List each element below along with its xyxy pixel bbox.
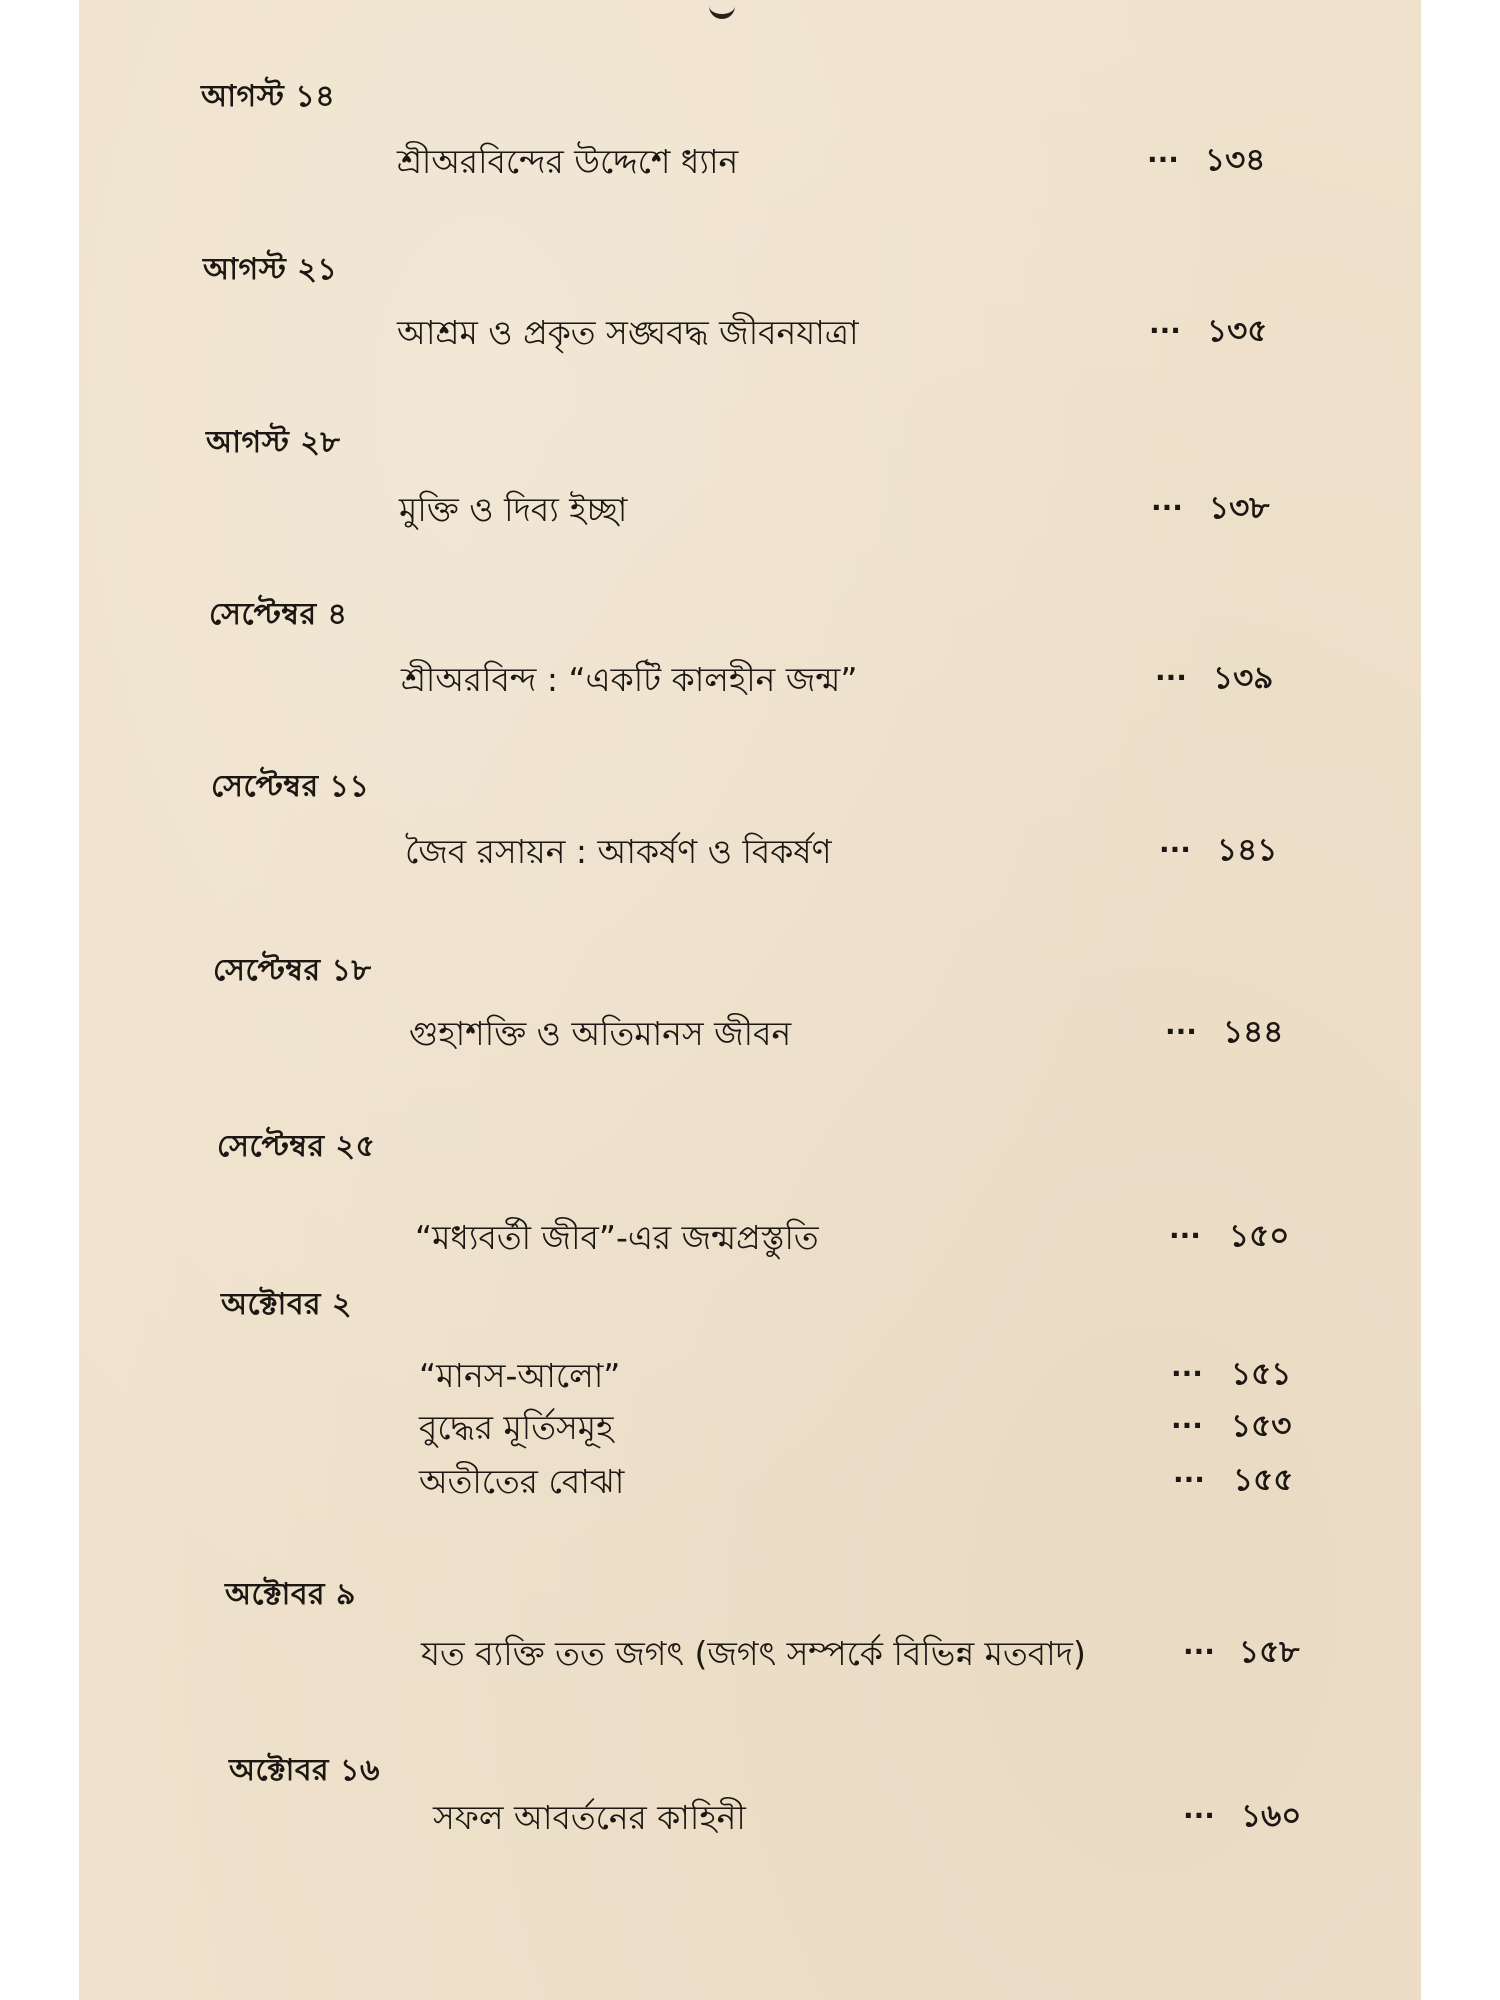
entry-title: শ্রীঅরবিন্দের উদ্দেশে ধ্যান — [397, 142, 739, 181]
page-number: ১৪৪ — [1223, 1014, 1284, 1050]
leader-dots: ... — [1149, 307, 1181, 340]
page-number: ১৫৮ — [1239, 1634, 1300, 1670]
section-date: আগস্ট ২১ — [203, 252, 338, 287]
toc-entry[interactable] — [79, 484, 1421, 528]
entry-title: বুদ্ধের মূর্তিসমূহ — [419, 1408, 614, 1447]
leader-dots: ... — [1151, 484, 1183, 517]
section-date: সেপ্টেম্বর ২৫ — [217, 1129, 376, 1164]
toc-entry[interactable] — [79, 1792, 1421, 1836]
page-number: ১৩৫ — [1207, 313, 1268, 349]
leader-dots: ... — [1155, 654, 1187, 687]
entry-title: শ্রীঅরবিন্দ : “একটি কালহীন জন্ম” — [401, 660, 858, 699]
section-date: অক্টোবর ১৬ — [229, 1753, 380, 1788]
section-date: সেপ্টেম্বর ৪ — [209, 597, 348, 632]
entry-title: জৈব রসায়ন : আকর্ষণ ও বিকর্ষণ — [405, 832, 832, 871]
toc-entry[interactable] — [79, 826, 1421, 870]
toc-entry[interactable] — [79, 654, 1421, 698]
toc-entry[interactable] — [79, 1628, 1421, 1672]
section-date: অক্টোবর ২ — [221, 1287, 352, 1322]
page-top-mark — [709, 0, 735, 19]
page-number: ১৫৫ — [1233, 1462, 1294, 1498]
toc-entry[interactable] — [79, 1212, 1421, 1256]
section-date: আগস্ট ২৮ — [206, 425, 341, 460]
toc-entry[interactable] — [79, 1456, 1421, 1500]
entry-title: যত ব্যক্তি তত জগৎ (জগৎ সম্পর্কে বিভিন্ন মতবাদ) — [421, 1634, 1086, 1673]
leader-dots: ... — [1159, 826, 1191, 859]
toc-entry[interactable] — [79, 136, 1421, 180]
leader-dots: ... — [1183, 1628, 1215, 1661]
leader-dots: ... — [1171, 1402, 1203, 1435]
entry-title: আশ্রম ও প্রকৃত সঙ্ঘবদ্ধ জীবনযাত্রা — [397, 313, 859, 352]
entry-title: মুক্তি ও দিব্য ইচ্ছা — [399, 490, 628, 529]
page-number: ১৫১ — [1231, 1356, 1292, 1392]
toc-entry[interactable] — [79, 307, 1421, 351]
leader-dots: ... — [1173, 1456, 1205, 1489]
toc-entry[interactable] — [79, 1402, 1421, 1446]
leader-dots: ... — [1169, 1212, 1201, 1245]
page-number: ১৩৮ — [1209, 490, 1270, 526]
entry-title: গুহাশক্তি ও অতিমানস জীবন — [409, 1014, 792, 1053]
entry-title: সফল আবর্তনের কাহিনী — [433, 1798, 746, 1837]
section-date: সেপ্টেম্বর ১১ — [211, 769, 370, 804]
toc-entry[interactable] — [79, 1350, 1421, 1394]
leader-dots: ... — [1171, 1350, 1203, 1383]
entry-title: “মধ্যবর্তী জীব”-এর জন্মপ্রস্তুতি — [415, 1218, 819, 1257]
section-date: সেপ্টেম্বর ১৮ — [213, 953, 372, 988]
leader-dots: ... — [1183, 1792, 1215, 1825]
entry-title: অতীতের বোঝা — [419, 1462, 625, 1501]
page-number: ১৩৯ — [1213, 660, 1274, 696]
leader-dots: ... — [1147, 136, 1179, 169]
page-number: ১৪১ — [1217, 832, 1278, 868]
page-number: ১৩৪ — [1205, 142, 1266, 178]
book-page — [79, 0, 1421, 2000]
section-date: আগস্ট ১৪ — [201, 79, 336, 114]
section-date: অক্টোবর ৯ — [225, 1577, 356, 1612]
entry-title: “মানস-আলো” — [419, 1356, 621, 1395]
page-number: ১৫০ — [1229, 1218, 1290, 1254]
page-number: ১৬০ — [1241, 1798, 1302, 1834]
page-number: ১৫৩ — [1231, 1408, 1292, 1444]
toc-entry[interactable] — [79, 1008, 1421, 1052]
leader-dots: ... — [1165, 1008, 1197, 1041]
